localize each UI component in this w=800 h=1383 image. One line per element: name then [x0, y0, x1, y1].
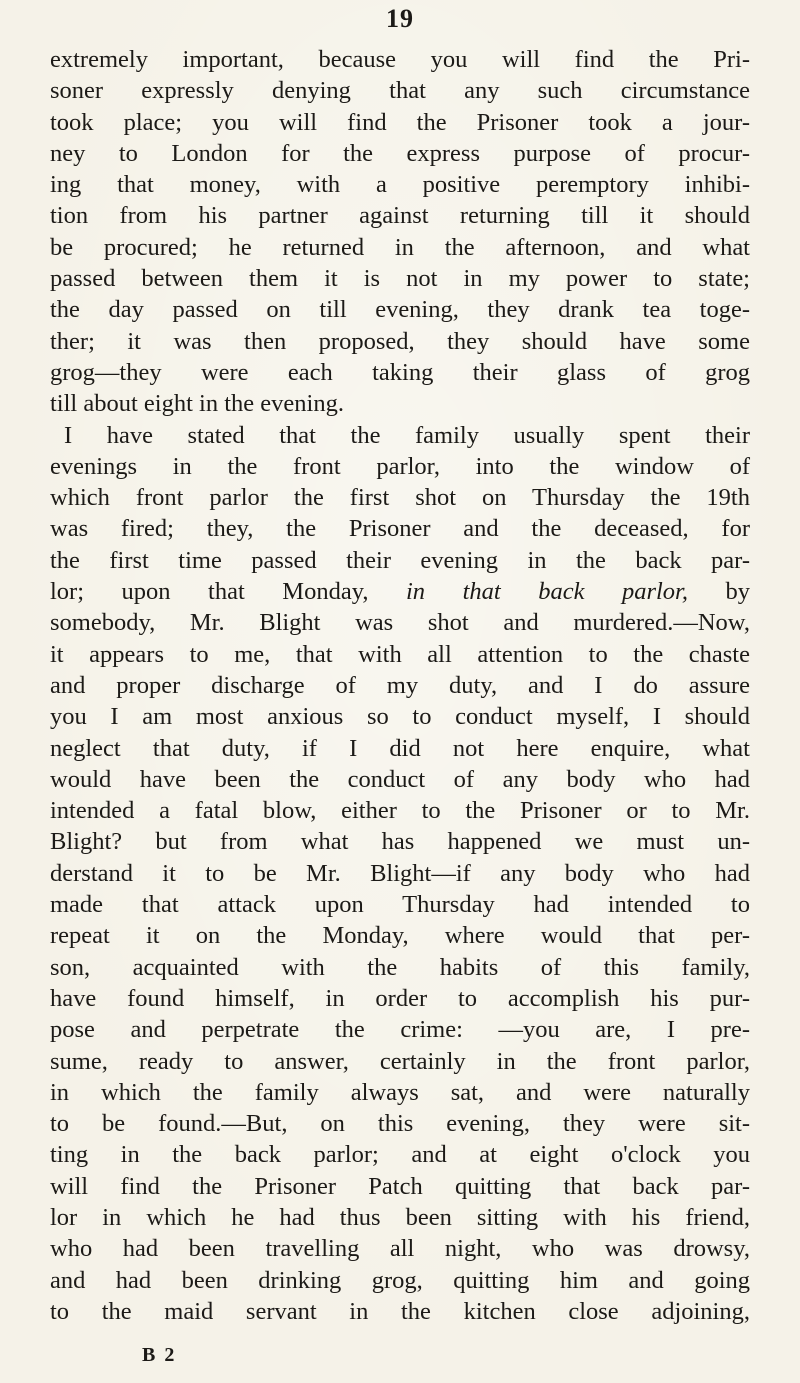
text-line: made that attack upon Thursday had intended to	[50, 891, 750, 919]
text-line: you I am most anxious so to conduct myself, I should	[50, 703, 750, 731]
text-line: extremely important, because you will find the Pri-	[50, 46, 750, 73]
text-line: soner expressly denying that any such circumstance	[50, 77, 750, 105]
text-line: neglect that duty, if I did not here enquire, what	[50, 734, 750, 762]
text-line: to be found.—But, on this evening, they were sit-	[50, 1110, 750, 1138]
text-line: lor in which he had thus been sitting with his friend,	[50, 1203, 750, 1231]
text-line: which front parlor the first shot on Thursday the 19th	[50, 484, 750, 512]
text-line: ther; it was then proposed, they should have some	[50, 327, 750, 355]
text-line: and proper discharge of my duty, and I do assure	[50, 671, 750, 699]
text-line: ing that money, with a positive peremptory inhibi-	[50, 171, 750, 199]
text-line: son, acquainted with the habits of this family,	[50, 953, 750, 981]
text-line: intended a fatal blow, either to the Prisoner or to Mr.	[50, 797, 750, 825]
text-line: till about eight in the evening.	[50, 390, 344, 418]
text-line: grog—they were each taking their glass of grog	[50, 358, 750, 386]
text-line: somebody, Mr. Blight was shot and murdered.—Now,	[50, 609, 750, 637]
text-line: would have been the conduct of any body who had	[50, 765, 750, 793]
text-line: it appears to me, that with all attention to the chaste	[50, 640, 750, 668]
text-line: who had been travelling all night, who was drowsy,	[50, 1235, 750, 1263]
text-line: pose and perpetrate the crime: —you are, I pre-	[50, 1016, 750, 1044]
text-line: have found himself, in order to accomplish his pur-	[50, 984, 750, 1012]
text-line: derstand it to be Mr. Blight—if any body who had	[50, 859, 750, 887]
signature-mark: B 2	[142, 1344, 177, 1366]
page-number: 19	[386, 4, 414, 33]
text-line: ney to London for the express purpose of procur-	[50, 139, 750, 167]
italic-phrase: in that back parlor,	[406, 578, 688, 606]
text-line: the day passed on till evening, they drank tea toge-	[50, 296, 750, 324]
text-line: the first time passed their evening in the back par-	[50, 546, 750, 574]
text-line: in which the family always sat, and were naturally	[50, 1078, 750, 1106]
text-line: ting in the back parlor; and at eight o'clock you	[50, 1141, 750, 1169]
text-line: will find the Prisoner Patch quitting that back par-	[50, 1172, 750, 1200]
text-line: and had been drinking grog, quitting him and going	[50, 1266, 750, 1294]
text-line: evenings in the front parlor, into the window of	[50, 452, 750, 480]
text-line: was fired; they, the Prisoner and the deceased, for	[50, 515, 750, 543]
text-line: tion from his partner against returning till it should	[50, 202, 750, 230]
body-text	[50, 44, 750, 1327]
text-line: to the maid servant in the kitchen close adjoining,	[50, 1297, 750, 1325]
text-line: sume, ready to answer, certainly in the front parlor,	[50, 1047, 750, 1075]
paragraph-start-line: I have stated that the family usually spent their	[64, 421, 750, 449]
text-line: be procured; he returned in the afternoon, and what	[50, 233, 750, 261]
text-line: Blight? but from what has happened we must un-	[50, 828, 750, 856]
text-line: took place; you will find the Prisoner took a jour-	[50, 108, 750, 136]
text-line: passed between them it is not in my power to state;	[50, 265, 750, 293]
text-line: repeat it on the Monday, where would that per-	[50, 922, 750, 950]
text-line: lor; upon that Monday, in that back parlor, by	[50, 578, 750, 606]
